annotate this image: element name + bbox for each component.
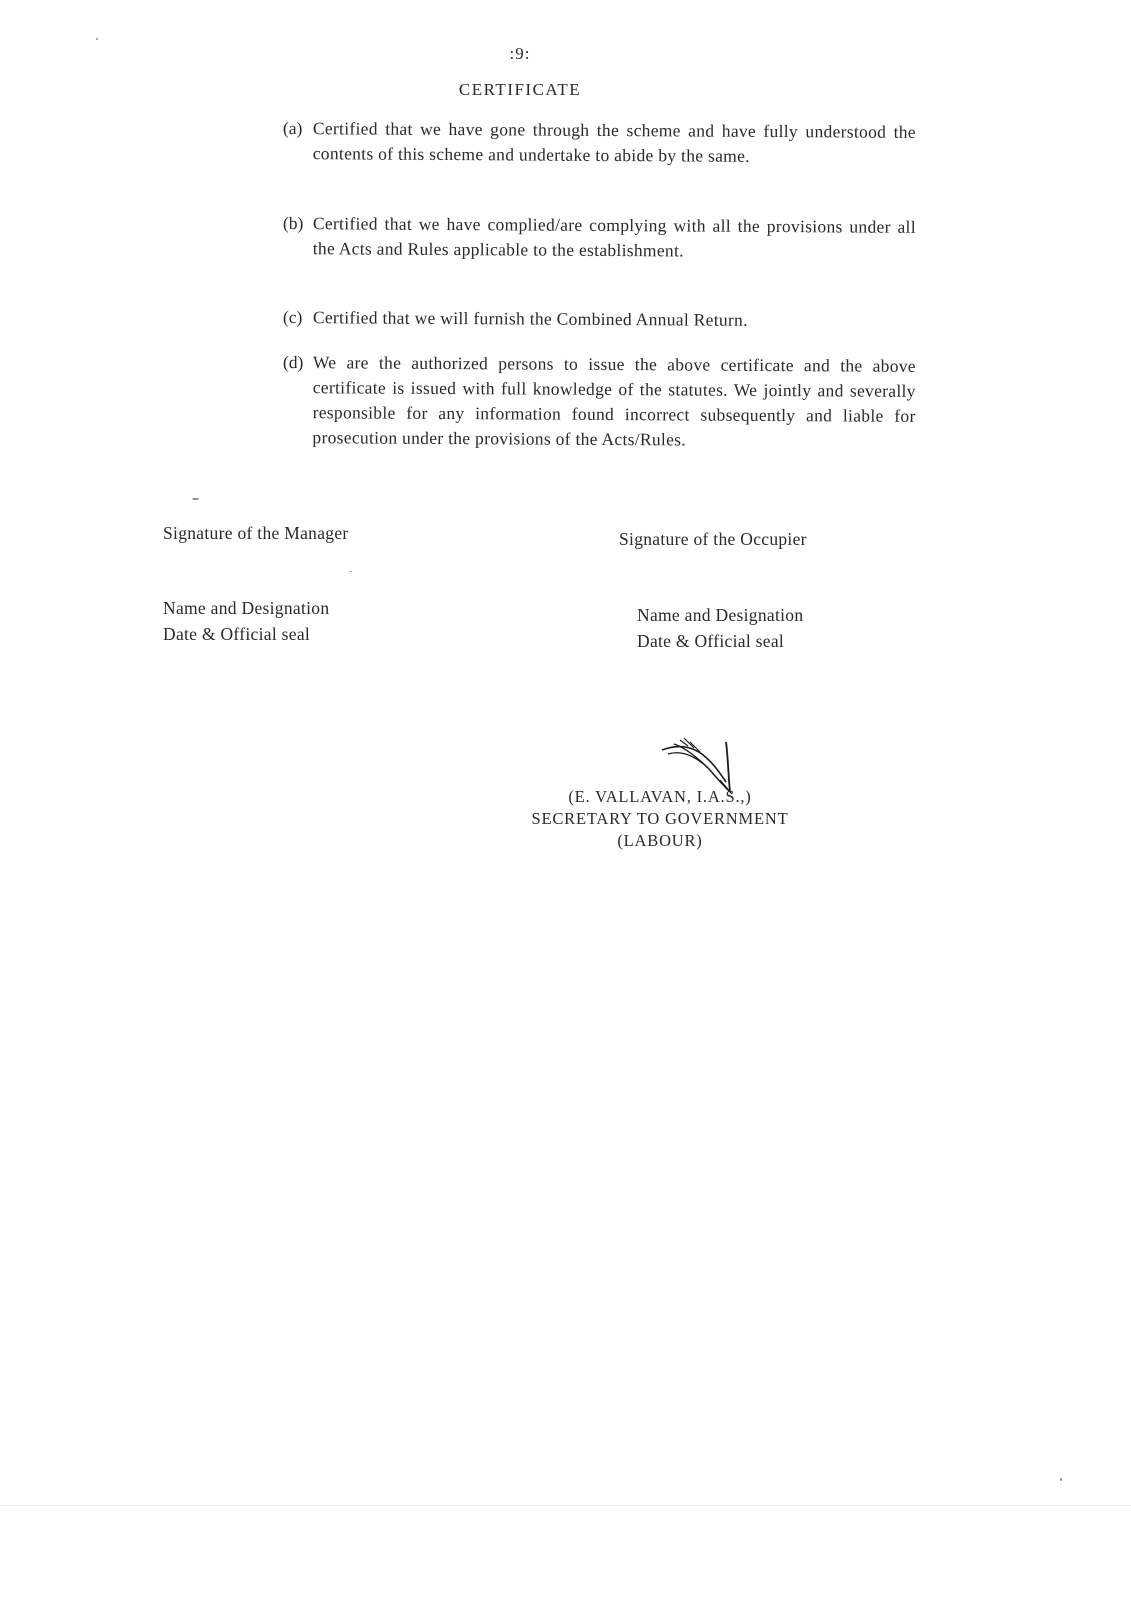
signatory-department: (LABOUR) — [617, 831, 703, 850]
signatory-block — [460, 786, 860, 852]
clause-a — [283, 116, 916, 170]
scan-speck — [1060, 1478, 1062, 1481]
clause-text: Certified that we have gone through the scheme and have fully understood the contents of this scheme and undertake to abide by the same. — [312, 118, 916, 166]
certificate-heading: CERTIFICATE — [458, 80, 582, 99]
occupier-details-block — [637, 602, 803, 654]
manager-date-label: Date & Official seal — [163, 624, 311, 644]
occupier-date-label: Date & Official seal — [637, 631, 785, 651]
page-number: :9: — [509, 44, 531, 63]
manager-details-block — [163, 595, 329, 647]
signatory-title: SECRETARY TO GOVERNMENT — [531, 809, 789, 828]
occupier-signature-label: Signature of the Occupier — [619, 529, 807, 549]
scan-bottom-margin — [0, 1505, 1131, 1601]
manager-name-label: Name and Designation — [163, 598, 330, 618]
manager-signature-label: Signature of the Manager — [163, 523, 349, 543]
occupier-name-label: Name and Designation — [637, 605, 804, 625]
scan-speck — [349, 571, 352, 572]
scan-speck — [192, 498, 199, 500]
clause-marker: (d) — [282, 351, 304, 373]
signatory-name: (E. VALLAVAN, I.A.S.,) — [568, 787, 752, 806]
clause-text: Certified that we have complied/are complying with all the provisions under all the Acts and Rules applicable to the establishment. — [312, 213, 916, 261]
clause-b — [283, 211, 916, 265]
clause-text: We are the authorized persons to issue the above certificate and the above certificate is issued with full knowledge of the statutes. We jointly and severally responsible for any information found incorrect subsequently and liable for prosecution under the provisions of the Acts/Rules. — [312, 352, 916, 450]
occupier-signature-block — [619, 526, 807, 552]
clause-marker: (c) — [282, 306, 303, 328]
clause-marker: (a) — [282, 117, 303, 139]
scan-speck — [96, 38, 98, 40]
clause-d — [282, 350, 916, 454]
clause-text: Certified that we will furnish the Combined Annual Return. — [312, 307, 748, 330]
clause-marker: (b) — [282, 212, 304, 234]
manager-signature-block — [163, 520, 349, 546]
clause-c — [283, 305, 916, 334]
